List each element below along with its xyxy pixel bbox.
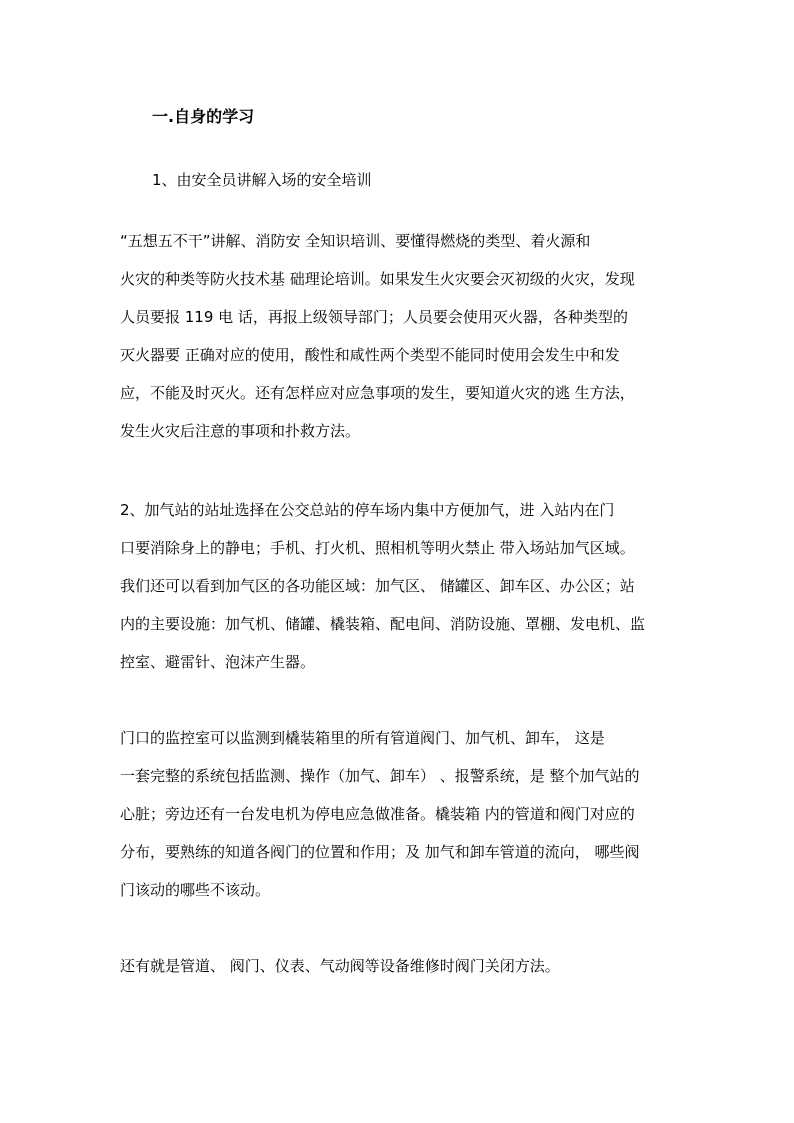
- paragraph-fire-safety-training: [120, 230, 676, 458]
- paragraph-monitoring-room: [120, 727, 676, 917]
- subsection-heading: 1、由安全员讲解入场的安全培训: [152, 171, 372, 189]
- paragraph-maintenance: [120, 955, 676, 993]
- paragraph-line: 心脏；旁边还有一台发电机为停电应急做准备。橇装箱 内的管道和阀门对应的: [120, 805, 635, 823]
- paragraph-station-layout: [120, 499, 676, 689]
- paragraph-line: 内的主要设施：加气机、储罐、橇装箱、配电间、消防设施、罩棚、发电机、监: [120, 615, 646, 633]
- paragraph-line: 应，不能及时灭火。还有怎样应对应急事项的发生，要知道火灾的逃 生方法，: [120, 384, 635, 402]
- paragraph-line: 控室、避雷针、泡沫产生器。: [120, 653, 316, 671]
- paragraph-line: 门口的监控室可以监测到橇装箱里的所有管道阀门、加气机、卸车， 这是: [120, 729, 605, 747]
- paragraph-line: 还有就是管道、 阀门、仪表、气动阀等设备维修时阀门关闭方法。: [120, 957, 560, 975]
- paragraph-line: 口要消除身上的静电；手机、打火机、照相机等明火禁止 带入场站加气区域。: [120, 539, 635, 557]
- paragraph-line: 我们还可以看到加气区的各功能区域：加气区、 储罐区、卸车区、办公区；站: [120, 577, 635, 595]
- paragraph-line: 门该动的哪些不该动。: [120, 881, 271, 899]
- paragraph-line: 发生火灾后注意的事项和扑救方法。: [120, 422, 361, 440]
- paragraph-line: 2、加气站的站址选择在公交总站的停车场内集中方便加气，进 入站内在门: [120, 501, 615, 519]
- paragraph-line: 分布，要熟练的知道各阀门的位置和作用；及 加气和卸车管道的流向， 哪些阀: [120, 843, 640, 861]
- section-heading: 一.自身的学习: [152, 107, 255, 126]
- paragraph-line: 灭火器要 正确对应的使用，酸性和咸性两个类型不能同时使用会发生中和发: [120, 346, 620, 364]
- paragraph-line: 一套完整的系统包括监测、操作（加气、卸车） 、报警系统，是 整个加气站的: [120, 767, 640, 785]
- paragraph-line: “五想五不干”讲解、消防安 全知识培训、要懂得燃烧的类型、着火源和: [120, 232, 591, 250]
- paragraph-line: 人员要报 119 电 话，再报上级领导部门；人员要会使用灭火器，各种类型的: [120, 308, 628, 326]
- paragraph-line: 火灾的种类等防火技术基 础理论培训。如果发生火灾要会灭初级的火灾，发现: [120, 270, 635, 288]
